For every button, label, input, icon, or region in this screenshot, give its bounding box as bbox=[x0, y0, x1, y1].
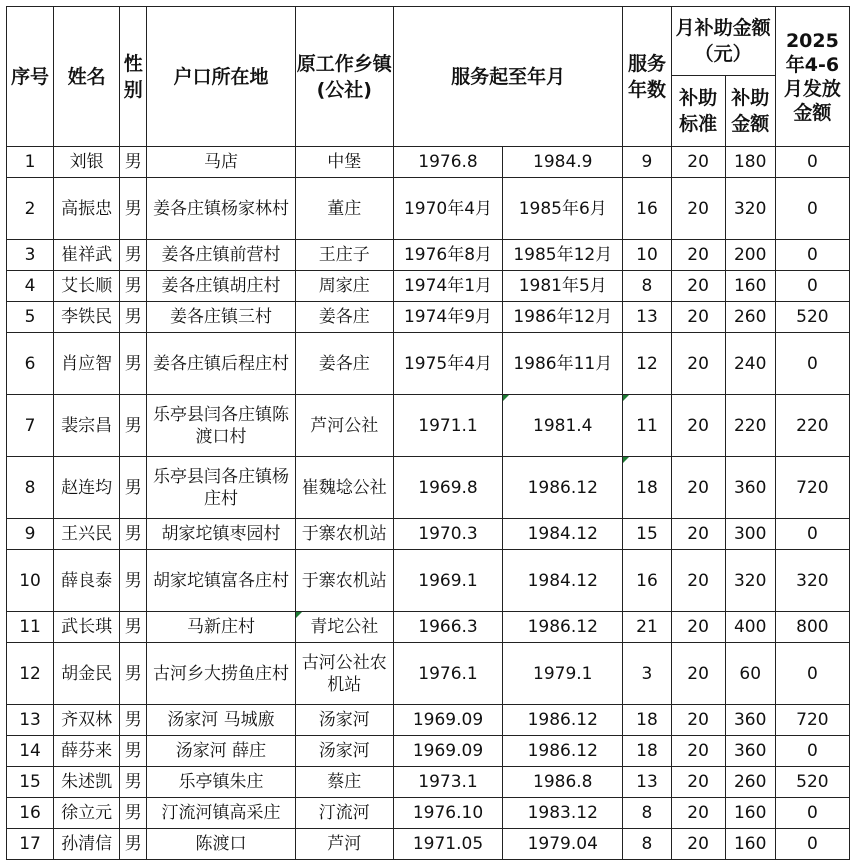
service-end-cell: 1986.12 bbox=[503, 736, 623, 767]
subsidy-amount-cell: 240 bbox=[725, 333, 775, 395]
name-cell: 刘银 bbox=[54, 147, 120, 178]
original-town-cell: 姜各庄 bbox=[295, 333, 393, 395]
subsidy-amount-cell: 160 bbox=[725, 271, 775, 302]
subsidy-standard-cell: 20 bbox=[671, 302, 725, 333]
seq-cell: 2 bbox=[7, 178, 54, 240]
service-end-cell: 1981年5月 bbox=[503, 271, 623, 302]
table-row bbox=[7, 519, 850, 550]
original-town-cell: 中堡 bbox=[295, 147, 393, 178]
table-row bbox=[7, 147, 850, 178]
seq-cell: 10 bbox=[7, 550, 54, 612]
q2-payment-cell: 0 bbox=[775, 798, 849, 829]
service-years-cell: 16 bbox=[623, 178, 671, 240]
original-town-cell: 于寨农机站 bbox=[295, 550, 393, 612]
subsidy-amount-cell: 60 bbox=[725, 643, 775, 705]
table-row bbox=[7, 612, 850, 643]
subsidy-standard-cell: 20 bbox=[671, 736, 725, 767]
header-name: 姓名 bbox=[54, 7, 120, 147]
service-years-cell: 11 bbox=[623, 395, 671, 457]
subsidy-amount-cell: 260 bbox=[725, 302, 775, 333]
header-seq: 序号 bbox=[7, 7, 54, 147]
subsidy-standard-cell: 20 bbox=[671, 395, 725, 457]
header-residence: 户口所在地 bbox=[147, 7, 295, 147]
table-row bbox=[7, 240, 850, 271]
seq-cell: 7 bbox=[7, 395, 54, 457]
service-start-cell: 1971.05 bbox=[393, 829, 502, 860]
original-town-cell: 于寨农机站 bbox=[295, 519, 393, 550]
q2-payment-cell: 720 bbox=[775, 457, 849, 519]
table-row bbox=[7, 271, 850, 302]
seq-cell: 12 bbox=[7, 643, 54, 705]
q2-payment-cell: 0 bbox=[775, 178, 849, 240]
name-cell: 高振忠 bbox=[54, 178, 120, 240]
gender-cell: 男 bbox=[120, 767, 147, 798]
service-start-cell: 1969.8 bbox=[393, 457, 502, 519]
gender-cell: 男 bbox=[120, 333, 147, 395]
residence-cell: 乐亭县闫各庄镇杨庄村 bbox=[147, 457, 295, 519]
seq-cell: 6 bbox=[7, 333, 54, 395]
subsidy-standard-cell: 20 bbox=[671, 333, 725, 395]
service-years-cell: 8 bbox=[623, 829, 671, 860]
seq-cell: 15 bbox=[7, 767, 54, 798]
q2-payment-cell: 720 bbox=[775, 705, 849, 736]
service-start-cell: 1970.3 bbox=[393, 519, 502, 550]
service-start-cell: 1971.1 bbox=[393, 395, 502, 457]
gender-cell: 男 bbox=[120, 147, 147, 178]
header-service-period: 服务起至年月 bbox=[393, 7, 623, 147]
original-town-cell: 汀流河 bbox=[295, 798, 393, 829]
subsidy-standard-cell: 20 bbox=[671, 643, 725, 705]
original-town-cell: 崔魏埝公社 bbox=[295, 457, 393, 519]
residence-cell: 姜各庄镇胡庄村 bbox=[147, 271, 295, 302]
gender-cell: 男 bbox=[120, 302, 147, 333]
original-town-cell: 周家庄 bbox=[295, 271, 393, 302]
seq-cell: 4 bbox=[7, 271, 54, 302]
subsidy-amount-cell: 320 bbox=[725, 178, 775, 240]
gender-cell: 男 bbox=[120, 178, 147, 240]
service-years-cell: 8 bbox=[623, 798, 671, 829]
subsidy-amount-cell: 320 bbox=[725, 550, 775, 612]
name-cell: 胡金民 bbox=[54, 643, 120, 705]
subsidy-standard-cell: 20 bbox=[671, 271, 725, 302]
gender-cell: 男 bbox=[120, 550, 147, 612]
subsidy-amount-cell: 300 bbox=[725, 519, 775, 550]
subsidy-standard-cell: 20 bbox=[671, 550, 725, 612]
name-cell: 齐双林 bbox=[54, 705, 120, 736]
residence-cell: 姜各庄镇前营村 bbox=[147, 240, 295, 271]
service-start-cell: 1974年9月 bbox=[393, 302, 502, 333]
service-start-cell: 1975年4月 bbox=[393, 333, 502, 395]
gender-cell: 男 bbox=[120, 395, 147, 457]
service-end-cell: 1986.12 bbox=[503, 705, 623, 736]
residence-cell: 姜各庄镇后程庄村 bbox=[147, 333, 295, 395]
service-start-cell: 1976.10 bbox=[393, 798, 502, 829]
table-row bbox=[7, 457, 850, 519]
subsidy-amount-cell: 220 bbox=[725, 395, 775, 457]
subsidy-standard-cell: 20 bbox=[671, 147, 725, 178]
service-years-cell: 15 bbox=[623, 519, 671, 550]
residence-cell: 姜各庄镇三村 bbox=[147, 302, 295, 333]
gender-cell: 男 bbox=[120, 643, 147, 705]
subsidy-standard-cell: 20 bbox=[671, 240, 725, 271]
name-cell: 朱述凯 bbox=[54, 767, 120, 798]
name-cell: 薛芬来 bbox=[54, 736, 120, 767]
header-subsidy-standard: 补助标准 bbox=[671, 76, 725, 147]
original-town-cell: 青坨公社 bbox=[295, 612, 393, 643]
name-cell: 艾长顺 bbox=[54, 271, 120, 302]
service-start-cell: 1970年4月 bbox=[393, 178, 502, 240]
original-town-cell: 王庄子 bbox=[295, 240, 393, 271]
q2-payment-cell: 0 bbox=[775, 240, 849, 271]
q2-payment-cell: 0 bbox=[775, 736, 849, 767]
residence-cell: 胡家坨镇枣园村 bbox=[147, 519, 295, 550]
subsidy-standard-cell: 20 bbox=[671, 798, 725, 829]
table-row bbox=[7, 705, 850, 736]
q2-payment-cell: 0 bbox=[775, 147, 849, 178]
q2-payment-cell: 220 bbox=[775, 395, 849, 457]
q2-payment-cell: 0 bbox=[775, 519, 849, 550]
service-end-cell: 1984.12 bbox=[503, 550, 623, 612]
gender-cell: 男 bbox=[120, 457, 147, 519]
name-cell: 崔祥武 bbox=[54, 240, 120, 271]
q2-payment-cell: 0 bbox=[775, 333, 849, 395]
service-end-cell: 1986.12 bbox=[503, 457, 623, 519]
header-service-years: 服务年数 bbox=[623, 7, 671, 147]
subsidy-standard-cell: 20 bbox=[671, 519, 725, 550]
q2-payment-cell: 800 bbox=[775, 612, 849, 643]
name-cell: 薛良泰 bbox=[54, 550, 120, 612]
subsidy-amount-cell: 160 bbox=[725, 829, 775, 860]
table-row bbox=[7, 333, 850, 395]
seq-cell: 13 bbox=[7, 705, 54, 736]
name-cell: 李铁民 bbox=[54, 302, 120, 333]
residence-cell: 马新庄村 bbox=[147, 612, 295, 643]
table-row bbox=[7, 395, 850, 457]
service-start-cell: 1974年1月 bbox=[393, 271, 502, 302]
name-cell: 孙清信 bbox=[54, 829, 120, 860]
subsidy-standard-cell: 20 bbox=[671, 612, 725, 643]
subsidy-standard-cell: 20 bbox=[671, 705, 725, 736]
header-q2-payment: 2025年4-6月发放金额 bbox=[775, 7, 849, 147]
service-years-cell: 10 bbox=[623, 240, 671, 271]
residence-cell: 汤家河 马城廒 bbox=[147, 705, 295, 736]
header-original-town: 原工作乡镇(公社) bbox=[295, 7, 393, 147]
table-row bbox=[7, 829, 850, 860]
seq-cell: 16 bbox=[7, 798, 54, 829]
service-end-cell: 1983.12 bbox=[503, 798, 623, 829]
service-years-cell: 12 bbox=[623, 333, 671, 395]
seq-cell: 9 bbox=[7, 519, 54, 550]
residence-cell: 汤家河 薛庄 bbox=[147, 736, 295, 767]
subsidy-amount-cell: 260 bbox=[725, 767, 775, 798]
original-town-cell: 汤家河 bbox=[295, 705, 393, 736]
original-town-cell: 董庄 bbox=[295, 178, 393, 240]
service-start-cell: 1966.3 bbox=[393, 612, 502, 643]
header-monthly-subsidy: 月补助金额（元） bbox=[671, 7, 775, 76]
original-town-cell: 芦河公社 bbox=[295, 395, 393, 457]
gender-cell: 男 bbox=[120, 271, 147, 302]
subsidy-standard-cell: 20 bbox=[671, 767, 725, 798]
seq-cell: 5 bbox=[7, 302, 54, 333]
name-cell: 肖应智 bbox=[54, 333, 120, 395]
service-end-cell: 1986年11月 bbox=[503, 333, 623, 395]
service-start-cell: 1969.1 bbox=[393, 550, 502, 612]
original-town-cell: 古河公社农机站 bbox=[295, 643, 393, 705]
table-row bbox=[7, 302, 850, 333]
gender-cell: 男 bbox=[120, 240, 147, 271]
service-years-cell: 18 bbox=[623, 457, 671, 519]
service-years-cell: 18 bbox=[623, 705, 671, 736]
subsidy-amount-cell: 360 bbox=[725, 457, 775, 519]
subsidy-amount-cell: 200 bbox=[725, 240, 775, 271]
header-gender: 性别 bbox=[120, 7, 147, 147]
gender-cell: 男 bbox=[120, 519, 147, 550]
gender-cell: 男 bbox=[120, 829, 147, 860]
service-end-cell: 1986年12月 bbox=[503, 302, 623, 333]
service-end-cell: 1986.8 bbox=[503, 767, 623, 798]
residence-cell: 胡家坨镇富各庄村 bbox=[147, 550, 295, 612]
service-start-cell: 1976年8月 bbox=[393, 240, 502, 271]
service-end-cell: 1985年12月 bbox=[503, 240, 623, 271]
header-subsidy-amount: 补助金额 bbox=[725, 76, 775, 147]
q2-payment-cell: 0 bbox=[775, 643, 849, 705]
service-end-cell: 1979.1 bbox=[503, 643, 623, 705]
residence-cell: 乐亭镇朱庄 bbox=[147, 767, 295, 798]
service-end-cell: 1981.4 bbox=[503, 395, 623, 457]
service-start-cell: 1976.1 bbox=[393, 643, 502, 705]
q2-payment-cell: 520 bbox=[775, 767, 849, 798]
table-row bbox=[7, 767, 850, 798]
seq-cell: 1 bbox=[7, 147, 54, 178]
seq-cell: 14 bbox=[7, 736, 54, 767]
seq-cell: 11 bbox=[7, 612, 54, 643]
service-years-cell: 9 bbox=[623, 147, 671, 178]
service-years-cell: 18 bbox=[623, 736, 671, 767]
original-town-cell: 汤家河 bbox=[295, 736, 393, 767]
residence-cell: 陈渡口 bbox=[147, 829, 295, 860]
name-cell: 徐立元 bbox=[54, 798, 120, 829]
table-row bbox=[7, 798, 850, 829]
residence-cell: 马店 bbox=[147, 147, 295, 178]
residence-cell: 姜各庄镇杨家林村 bbox=[147, 178, 295, 240]
service-end-cell: 1985年6月 bbox=[503, 178, 623, 240]
original-town-cell: 芦河 bbox=[295, 829, 393, 860]
subsidy-table bbox=[6, 6, 850, 860]
table-row bbox=[7, 736, 850, 767]
q2-payment-cell: 0 bbox=[775, 271, 849, 302]
service-end-cell: 1979.04 bbox=[503, 829, 623, 860]
service-years-cell: 13 bbox=[623, 767, 671, 798]
residence-cell: 古河乡大捞鱼庄村 bbox=[147, 643, 295, 705]
service-end-cell: 1984.9 bbox=[503, 147, 623, 178]
original-town-cell: 姜各庄 bbox=[295, 302, 393, 333]
q2-payment-cell: 320 bbox=[775, 550, 849, 612]
gender-cell: 男 bbox=[120, 612, 147, 643]
subsidy-standard-cell: 20 bbox=[671, 457, 725, 519]
subsidy-amount-cell: 360 bbox=[725, 736, 775, 767]
residence-cell: 汀流河镇高采庄 bbox=[147, 798, 295, 829]
service-years-cell: 13 bbox=[623, 302, 671, 333]
q2-payment-cell: 520 bbox=[775, 302, 849, 333]
residence-cell: 乐亭县闫各庄镇陈渡口村 bbox=[147, 395, 295, 457]
name-cell: 武长琪 bbox=[54, 612, 120, 643]
seq-cell: 17 bbox=[7, 829, 54, 860]
gender-cell: 男 bbox=[120, 705, 147, 736]
seq-cell: 3 bbox=[7, 240, 54, 271]
name-cell: 王兴民 bbox=[54, 519, 120, 550]
seq-cell: 8 bbox=[7, 457, 54, 519]
service-start-cell: 1969.09 bbox=[393, 705, 502, 736]
original-town-cell: 蔡庄 bbox=[295, 767, 393, 798]
subsidy-amount-cell: 180 bbox=[725, 147, 775, 178]
service-start-cell: 1976.8 bbox=[393, 147, 502, 178]
service-start-cell: 1969.09 bbox=[393, 736, 502, 767]
service-end-cell: 1984.12 bbox=[503, 519, 623, 550]
subsidy-standard-cell: 20 bbox=[671, 178, 725, 240]
service-years-cell: 8 bbox=[623, 271, 671, 302]
name-cell: 赵连均 bbox=[54, 457, 120, 519]
subsidy-amount-cell: 360 bbox=[725, 705, 775, 736]
subsidy-amount-cell: 160 bbox=[725, 798, 775, 829]
gender-cell: 男 bbox=[120, 798, 147, 829]
name-cell: 裴宗昌 bbox=[54, 395, 120, 457]
service-years-cell: 21 bbox=[623, 612, 671, 643]
table-row bbox=[7, 178, 850, 240]
q2-payment-cell: 0 bbox=[775, 829, 849, 860]
table-row bbox=[7, 550, 850, 612]
service-years-cell: 16 bbox=[623, 550, 671, 612]
service-start-cell: 1973.1 bbox=[393, 767, 502, 798]
service-years-cell: 3 bbox=[623, 643, 671, 705]
gender-cell: 男 bbox=[120, 736, 147, 767]
subsidy-standard-cell: 20 bbox=[671, 829, 725, 860]
table-row bbox=[7, 643, 850, 705]
service-end-cell: 1986.12 bbox=[503, 612, 623, 643]
subsidy-amount-cell: 400 bbox=[725, 612, 775, 643]
